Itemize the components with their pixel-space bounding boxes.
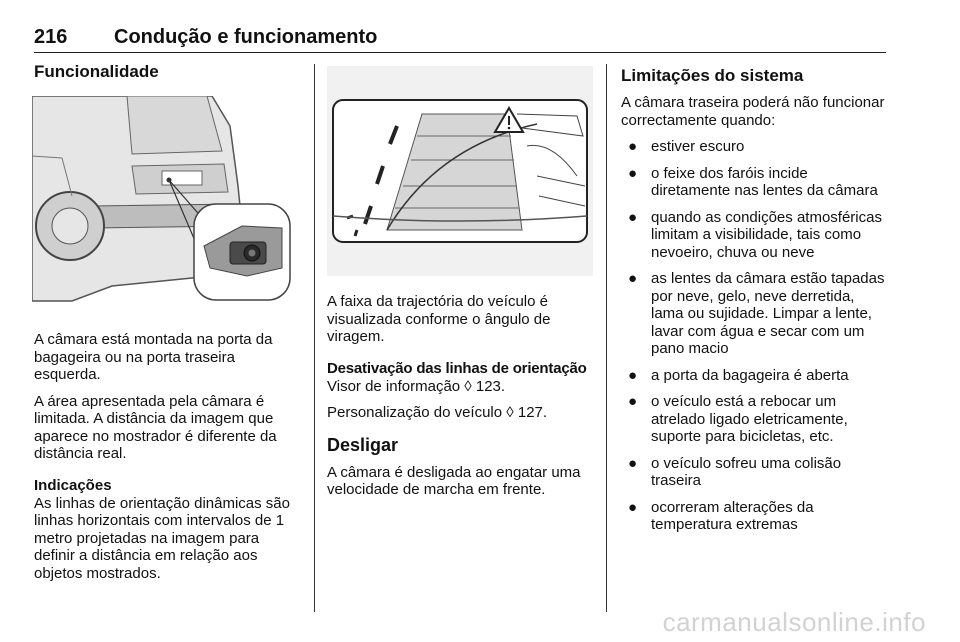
page-header bbox=[34, 26, 886, 53]
list-item: ● estiver escuro bbox=[628, 138, 745, 155]
bullet-icon: ● bbox=[628, 498, 638, 516]
bullet-icon: ● bbox=[628, 138, 638, 155]
subheading-deactivation: Desativação das linhas de orientação bbox=[327, 359, 587, 377]
bullet-icon: ● bbox=[628, 393, 638, 410]
limitations-list bbox=[621, 138, 891, 534]
column-divider bbox=[606, 64, 607, 612]
chapter-title: Condução e funcionamento bbox=[114, 26, 378, 48]
column-1 bbox=[34, 62, 302, 591]
paragraph: As linhas de orientação dinâmicas são linhas horizontais com intervalos de 1 metro projetadas na imagem para definir a distância em relação aos objetos mostrados. bbox=[34, 494, 290, 582]
list-item: ● o feixe dos faróis incide diretamente nas lentes da câmara bbox=[628, 164, 878, 199]
list-item: ● ocorreram alterações da temperatura extremas bbox=[628, 498, 814, 533]
paragraph: A câmara está montada na porta da bagageira ou na porta traseira esquerda. bbox=[34, 331, 273, 383]
paragraph: A área apresentada pela câmara é limitada. A distância da imagem que aparece no mostrador é diferente da distância real. bbox=[34, 392, 277, 462]
reference-link-info-display[interactable]: Visor de informação ◊ 123. bbox=[327, 377, 506, 395]
bullet-icon: ● bbox=[628, 454, 638, 472]
column-2 bbox=[327, 66, 593, 508]
watermark: carmanualsonline.info bbox=[662, 607, 926, 637]
camera-location-illustration bbox=[32, 96, 294, 304]
reference-link-personalization[interactable]: Personalização do veículo ◊ 127. bbox=[327, 404, 548, 421]
section-heading-off: Desligar bbox=[327, 434, 399, 455]
paragraph: A câmara é desligada ao engatar uma velocidade de marcha em frente. bbox=[327, 463, 581, 498]
list-item: ● o veículo sofreu uma colisão traseira bbox=[628, 454, 842, 489]
bullet-icon: ● bbox=[628, 270, 638, 287]
paragraph: A câmara traseira poderá não funcionar correctamente quando: bbox=[621, 94, 885, 129]
page-number: 216 bbox=[34, 26, 68, 48]
bullet-icon: ● bbox=[628, 208, 638, 226]
column-divider bbox=[314, 64, 315, 612]
bullet-icon: ● bbox=[628, 366, 638, 384]
subheading-indications: Indicações bbox=[34, 476, 112, 494]
bullet-icon: ● bbox=[628, 164, 638, 182]
paragraph: A faixa da trajectória do veículo é visualizada conforme o ângulo de viragem. bbox=[327, 293, 551, 345]
guideline-display-illustration bbox=[327, 66, 593, 276]
list-item: ● quando as condições atmosféricas limitam a visibilidade, tais como nevoeiro, chuva ou neve bbox=[628, 208, 882, 261]
list-item: ● o veículo está a rebocar um atrelado ligado eletricamente, suporte para bicicletas, etc. bbox=[628, 393, 848, 445]
list-item: ● as lentes da câmara estão tapadas por neve, gelo, neve derretida, lama ou sujidade. Limpar a lente, lavar com água e secar com um pano macio bbox=[628, 270, 885, 357]
section-heading-limitations: Limitações do sistema bbox=[621, 66, 804, 85]
column-3 bbox=[621, 66, 891, 543]
list-item: ● a porta da bagageira é aberta bbox=[628, 366, 849, 384]
section-heading-functionality: Funcionalidade bbox=[34, 62, 159, 81]
